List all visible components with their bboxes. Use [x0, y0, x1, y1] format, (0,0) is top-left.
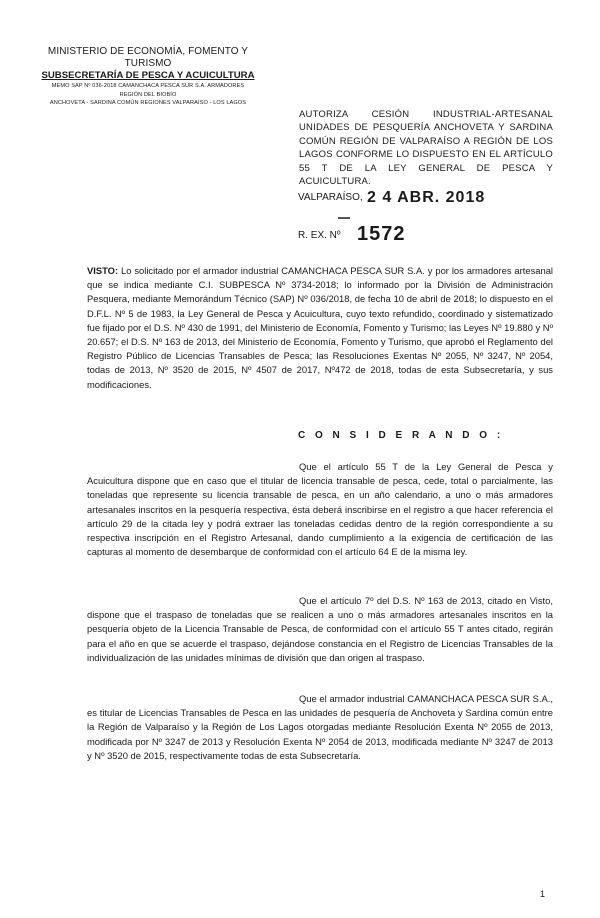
considerando-heading: C O N S I D E R A N D O :: [298, 430, 504, 441]
subsecretaria-name: SUBSECRETARÍA DE PESCA Y ACUICULTURA: [41, 70, 255, 81]
visto-paragraph: [87, 264, 553, 392]
page-number: 1: [540, 889, 546, 899]
place-label: VALPARAÍSO,: [298, 192, 363, 203]
resolution-label: R. EX. Nº: [298, 230, 341, 241]
considerando-paragraph-2: Que el artículo 7º del D.S. Nº 163 de 2013, citado en Visto, dispone que el traspaso de toneladas que se realicen a uno o más armadores artesanales inscritos en la pesquería objeto de la Licencia Transable de Pesca, de conformidad con el artículo 55 T antes citado, regirán para el año en que se acuerde el traspaso, dejándose constancia en el Registro de Licencias Transables de la individualización de las unidades mínimas de división que dan origen al traspaso.: [87, 595, 553, 663]
visto-text: Lo solicitado por el armador industrial CAMANCHACA PESCA SUR S.A. y por los armadores artesanal que se indica mediante C.I. SUBPESCA Nº 3734-2018; lo informado por la División de Administración Pesquera, mediante Memorándum Técnico (SAP) Nº 036/2018, de fecha 10 de abril de 2018; lo dispuesto en el D.F.L. Nº 5 de 1983, la Ley General de Pesca y Acuicultura, cuyo texto refundido, coordinado y sistematizado fue fijado por el D.S. Nº 430 de 1991, del Ministerio de Economía, Fomento y Turismo; las Leyes Nº 19.880 y Nº 20.657; el D.S. Nº 163 de 2013, del Ministerio de Economía, Fomento y Turismo, que aprobó el Reglamento del Registro Público de Licencias Transables de Pesca; las Resoluciones Exentas Nº 2055, Nº 3247, Nº 2054, todas de 2013, Nº 3520 de 2015, Nº 4507 de 2017, Nº472 de 2018, todas de esta Subsecretaría, y sus modificaciones.: [87, 265, 553, 390]
document-title: AUTORIZA CESIÓN INDUSTRIAL-ARTESANAL UNIDADES DE PESQUERÍA ANCHOVETA Y SARDINA COMÚN REGIÓN DE VALPARAÍSO A REGIÓN DE LOS LAGOS CONFORME LO DISPUESTO EN EL ARTÍCULO 55 T DE LA LEY GENERAL DE PESCA Y ACUICULTURA.: [299, 109, 553, 188]
letterhead: [28, 46, 268, 108]
resolution-number: 1572: [357, 223, 406, 245]
stamp-mark: [338, 217, 350, 219]
visto-lead: VISTO:: [87, 265, 119, 276]
species-line: ANCHOVETA - SARDINA COMÚN REGIONES VALPARAÍSO - LOS LAGOS: [49, 100, 247, 106]
considerando-paragraph-3: Que el armador industrial CAMANCHACA PESCA SUR S.A., es titular de Licencias Transables de Pesca en las unidades de pesquería de Anchoveta y Sardina común entre la Región de Valparaíso y la Región de Los Lagos otorgadas mediante Resolución Exenta Nº 2055 de 2013, modificada por Nº 3247 de 2013 y Resolución Exenta Nº 2054 de 2013, modificada mediante Nº 3247 de 2013 y Nº 3520 de 2015, respectivamente todas de esta Subsecretaría.: [87, 693, 553, 761]
ministry-name: MINISTERIO DE ECONOMÍA, FOMENTO Y TURISMO: [47, 46, 249, 69]
considerando-paragraph-1: Que el artículo 55 T de la Ley General de Pesca y Acuicultura dispone que en caso que el titular de licencia transable de pesca, cede, total o parcialmente, las toneladas que represente su licencia transable de pesca, en un año calendario, a uno o más armadores artesanales inscritos en la pesquería respectiva, ésta deberá inscribirse en el registro a que hacer referencia el artículo 29 de la citada ley y podrá extraer las toneladas cedidas dentro de la región correspondiente a su respectiva inscripción en el Registro Artesanal, dando cumplimiento a la exigencia de certificación de las capturas al momento de desembarque de conformidad con el artículo 64 E de la misma ley.: [87, 461, 553, 558]
region-line: REGIÓN DEL BIOBÍO: [119, 91, 177, 98]
date-stamp: 2 4 ABR. 2018: [367, 189, 486, 206]
reference-line: MEMO SAP Nº 036-2018 CAMANCHACA PESCA SUR S.A. ARMADORES: [51, 83, 245, 89]
